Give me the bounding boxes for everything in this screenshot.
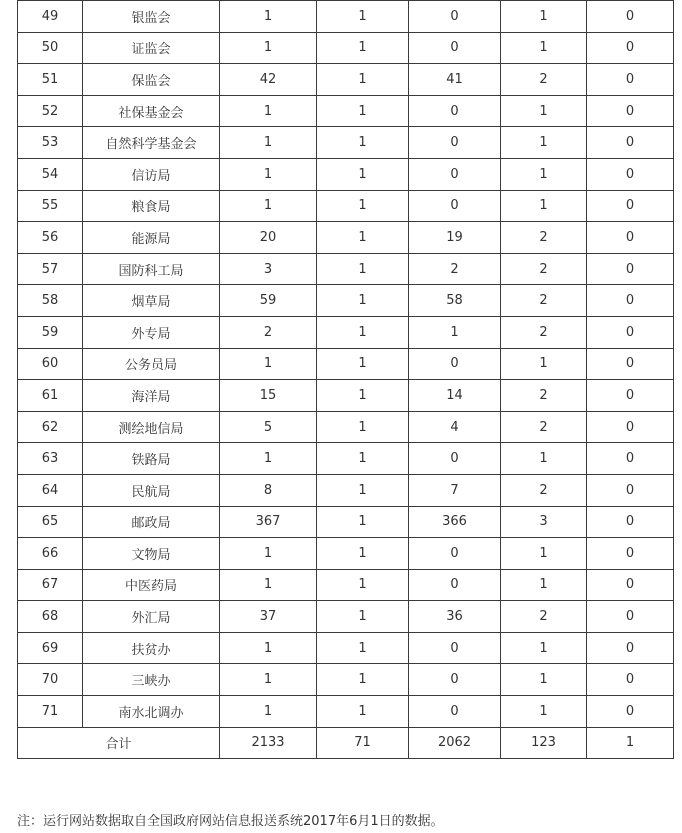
value-cell-2: 1 [317,380,409,412]
agency-name-cell: 保监会 [83,64,220,96]
agency-name-cell: 能源局 [83,222,220,254]
value-cell-3: 0 [409,538,501,570]
total-row [18,727,674,759]
value-cell-4: 2 [501,474,587,506]
value-cell-3: 14 [409,380,501,412]
value-cell-3: 0 [409,664,501,696]
agency-name-cell: 烟草局 [83,285,220,317]
row-number-cell: 60 [18,348,83,380]
agency-name-cell: 三峡办 [83,664,220,696]
value-cell-3: 58 [409,285,501,317]
value-cell-3: 0 [409,32,501,64]
agency-name-cell: 文物局 [83,538,220,570]
value-cell-1: 1 [220,127,317,159]
total-cell-2: 71 [317,727,409,759]
value-cell-1: 1 [220,32,317,64]
table-row [18,32,674,64]
value-cell-4: 1 [501,696,587,728]
row-number-cell: 62 [18,411,83,443]
table-row [18,222,674,254]
value-cell-5: 0 [587,411,674,443]
table-row [18,411,674,443]
value-cell-5: 0 [587,474,674,506]
value-cell-2: 1 [317,32,409,64]
value-cell-3: 1 [409,316,501,348]
value-cell-3: 36 [409,601,501,633]
agency-name-cell: 粮食局 [83,190,220,222]
value-cell-2: 1 [317,1,409,33]
value-cell-4: 1 [501,190,587,222]
value-cell-5: 0 [587,1,674,33]
value-cell-2: 1 [317,127,409,159]
agency-name-cell: 公务员局 [83,348,220,380]
row-number-cell: 51 [18,64,83,96]
agency-name-cell: 证监会 [83,32,220,64]
value-cell-4: 2 [501,411,587,443]
value-cell-5: 0 [587,253,674,285]
value-cell-2: 1 [317,316,409,348]
table-row [18,696,674,728]
value-cell-2: 1 [317,506,409,538]
value-cell-5: 0 [587,601,674,633]
row-number-cell: 63 [18,443,83,475]
table-row [18,253,674,285]
agency-name-cell: 信访局 [83,158,220,190]
row-number-cell: 56 [18,222,83,254]
value-cell-3: 4 [409,411,501,443]
total-label: 合计 [18,727,220,759]
value-cell-3: 2 [409,253,501,285]
value-cell-1: 1 [220,664,317,696]
row-number-cell: 67 [18,569,83,601]
value-cell-1: 1 [220,632,317,664]
row-number-cell: 69 [18,632,83,664]
value-cell-1: 5 [220,411,317,443]
value-cell-1: 1 [220,190,317,222]
value-cell-1: 59 [220,285,317,317]
value-cell-4: 1 [501,127,587,159]
value-cell-2: 1 [317,285,409,317]
row-number-cell: 50 [18,32,83,64]
value-cell-1: 8 [220,474,317,506]
value-cell-1: 2 [220,316,317,348]
table-row [18,95,674,127]
value-cell-1: 1 [220,538,317,570]
table-row [18,316,674,348]
value-cell-1: 1 [220,569,317,601]
value-cell-5: 0 [587,538,674,570]
value-cell-1: 1 [220,95,317,127]
value-cell-5: 0 [587,222,674,254]
value-cell-3: 0 [409,632,501,664]
value-cell-5: 0 [587,127,674,159]
value-cell-1: 37 [220,601,317,633]
value-cell-2: 1 [317,411,409,443]
agency-name-cell: 铁路局 [83,443,220,475]
row-number-cell: 53 [18,127,83,159]
value-cell-5: 0 [587,569,674,601]
table-row [18,1,674,33]
value-cell-5: 0 [587,506,674,538]
value-cell-1: 42 [220,64,317,96]
value-cell-3: 0 [409,190,501,222]
value-cell-5: 0 [587,696,674,728]
value-cell-4: 1 [501,95,587,127]
value-cell-5: 0 [587,380,674,412]
statistics-table [17,0,674,759]
row-number-cell: 68 [18,601,83,633]
value-cell-4: 1 [501,443,587,475]
value-cell-5: 0 [587,443,674,475]
value-cell-4: 2 [501,380,587,412]
value-cell-5: 0 [587,316,674,348]
agency-name-cell: 外汇局 [83,601,220,633]
value-cell-4: 1 [501,569,587,601]
value-cell-5: 0 [587,158,674,190]
value-cell-5: 0 [587,190,674,222]
value-cell-2: 1 [317,601,409,633]
value-cell-4: 2 [501,253,587,285]
value-cell-4: 2 [501,601,587,633]
row-number-cell: 70 [18,664,83,696]
table-row [18,380,674,412]
value-cell-3: 7 [409,474,501,506]
value-cell-1: 1 [220,158,317,190]
total-cell-1: 2133 [220,727,317,759]
value-cell-1: 1 [220,443,317,475]
agency-name-cell: 南水北调办 [83,696,220,728]
row-number-cell: 61 [18,380,83,412]
value-cell-1: 15 [220,380,317,412]
agency-name-cell: 银监会 [83,1,220,33]
value-cell-4: 1 [501,632,587,664]
row-number-cell: 54 [18,158,83,190]
value-cell-4: 1 [501,1,587,33]
value-cell-5: 0 [587,348,674,380]
value-cell-4: 2 [501,64,587,96]
value-cell-5: 0 [587,32,674,64]
table-row [18,474,674,506]
value-cell-5: 0 [587,95,674,127]
value-cell-5: 0 [587,285,674,317]
agency-name-cell: 邮政局 [83,506,220,538]
value-cell-3: 0 [409,348,501,380]
value-cell-5: 0 [587,64,674,96]
value-cell-4: 2 [501,285,587,317]
value-cell-3: 19 [409,222,501,254]
value-cell-3: 0 [409,158,501,190]
value-cell-2: 1 [317,253,409,285]
row-number-cell: 49 [18,1,83,33]
agency-name-cell: 海洋局 [83,380,220,412]
table-row [18,664,674,696]
agency-name-cell: 测绘地信局 [83,411,220,443]
table-row [18,190,674,222]
agency-name-cell: 国防科工局 [83,253,220,285]
total-cell-5: 1 [587,727,674,759]
table-row [18,569,674,601]
value-cell-1: 1 [220,696,317,728]
table-row [18,443,674,475]
value-cell-2: 1 [317,474,409,506]
value-cell-5: 0 [587,632,674,664]
value-cell-3: 0 [409,696,501,728]
row-number-cell: 52 [18,95,83,127]
agency-name-cell: 社保基金会 [83,95,220,127]
value-cell-2: 1 [317,443,409,475]
value-cell-1: 1 [220,1,317,33]
value-cell-2: 1 [317,95,409,127]
value-cell-2: 1 [317,696,409,728]
row-number-cell: 57 [18,253,83,285]
row-number-cell: 58 [18,285,83,317]
agency-name-cell: 中医药局 [83,569,220,601]
table-row [18,158,674,190]
value-cell-4: 1 [501,158,587,190]
value-cell-3: 0 [409,95,501,127]
value-cell-4: 1 [501,664,587,696]
value-cell-4: 2 [501,316,587,348]
value-cell-4: 1 [501,32,587,64]
table-row [18,285,674,317]
row-number-cell: 71 [18,696,83,728]
value-cell-3: 366 [409,506,501,538]
value-cell-2: 1 [317,190,409,222]
value-cell-4: 1 [501,538,587,570]
value-cell-2: 1 [317,538,409,570]
table-row [18,127,674,159]
table-row [18,348,674,380]
value-cell-2: 1 [317,664,409,696]
value-cell-3: 0 [409,569,501,601]
value-cell-2: 1 [317,222,409,254]
agency-name-cell: 民航局 [83,474,220,506]
value-cell-2: 1 [317,158,409,190]
value-cell-3: 0 [409,127,501,159]
total-cell-4: 123 [501,727,587,759]
row-number-cell: 66 [18,538,83,570]
table-row [18,601,674,633]
agency-name-cell: 扶贫办 [83,632,220,664]
value-cell-4: 2 [501,222,587,254]
row-number-cell: 65 [18,506,83,538]
table-row [18,64,674,96]
value-cell-5: 0 [587,664,674,696]
row-number-cell: 59 [18,316,83,348]
row-number-cell: 55 [18,190,83,222]
value-cell-1: 20 [220,222,317,254]
table-row [18,632,674,664]
table-body [18,1,674,728]
value-cell-2: 1 [317,632,409,664]
agency-name-cell: 外专局 [83,316,220,348]
value-cell-4: 1 [501,348,587,380]
total-cell-3: 2062 [409,727,501,759]
value-cell-2: 1 [317,64,409,96]
value-cell-1: 367 [220,506,317,538]
value-cell-3: 0 [409,443,501,475]
value-cell-2: 1 [317,348,409,380]
footnote: 注：运行网站数据取自全国政府网站信息报送系统2017年6月1日的数据。 [17,814,444,829]
value-cell-2: 1 [317,569,409,601]
value-cell-1: 3 [220,253,317,285]
value-cell-3: 0 [409,1,501,33]
table-row [18,506,674,538]
value-cell-3: 41 [409,64,501,96]
row-number-cell: 64 [18,474,83,506]
value-cell-1: 1 [220,348,317,380]
value-cell-4: 3 [501,506,587,538]
table-row [18,538,674,570]
agency-name-cell: 自然科学基金会 [83,127,220,159]
